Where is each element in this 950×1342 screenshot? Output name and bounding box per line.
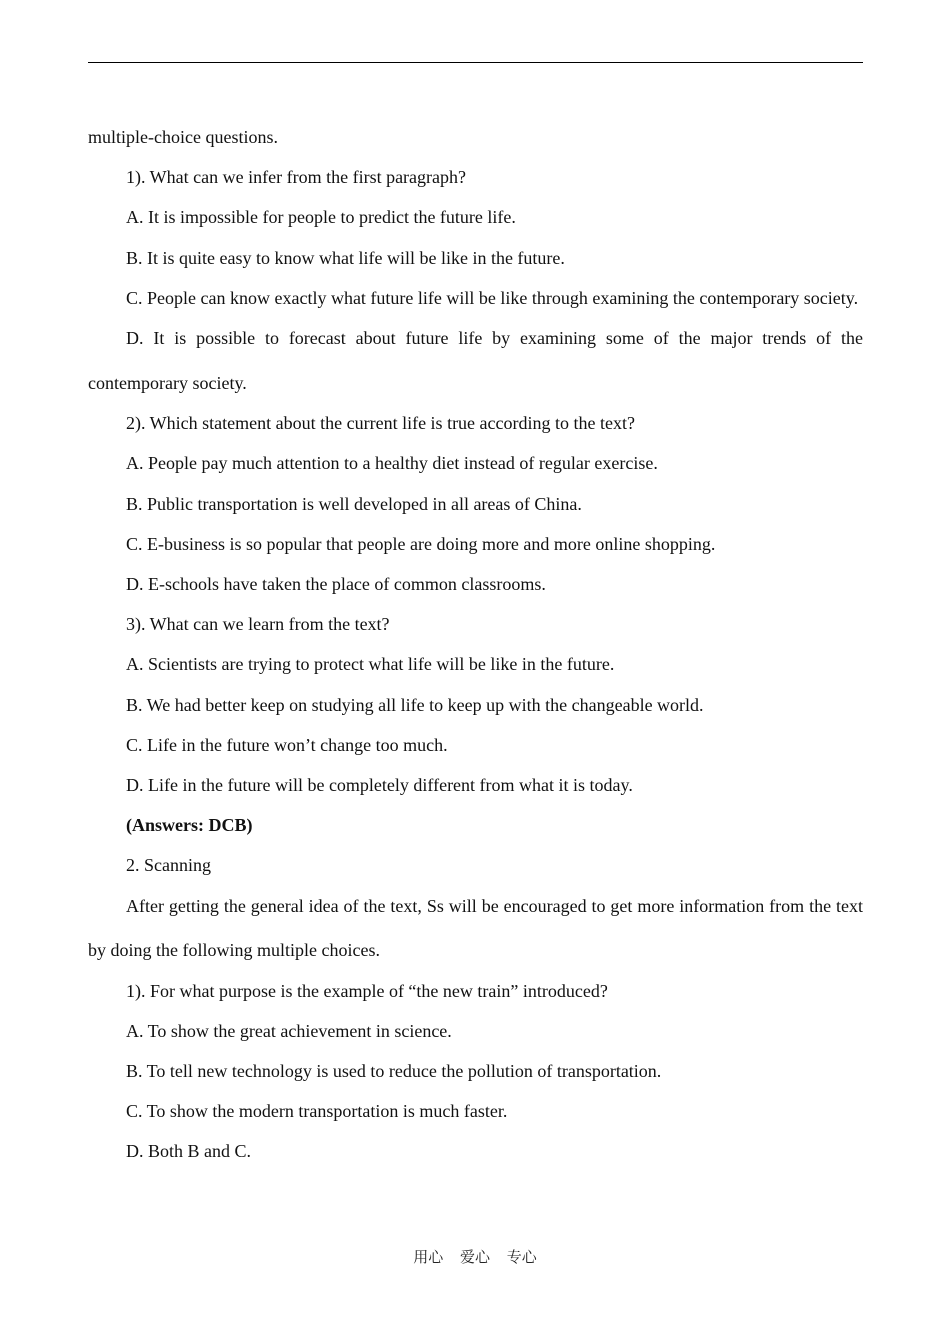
scanning-instructions: After getting the general idea of the text, Ss will be encouraged to get more information from the text by doing the following multiple choices.: [88, 895, 863, 960]
question-2: 2). Which statement about the current life is true according to the text?: [126, 413, 635, 434]
question-1-option-c: C. People can know exactly what future life will be like through examining the contemporary society.: [126, 287, 859, 308]
question-3-option-a: A. Scientists are trying to protect what life will be like in the future.: [126, 654, 615, 675]
scanning-question-1-option-c: C. To show the modern transportation is much faster.: [126, 1101, 508, 1122]
question-2-option-a: A. People pay much attention to a healthy diet instead of regular exercise.: [126, 453, 658, 474]
answers-line: (Answers: DCB): [126, 815, 253, 836]
question-3-option-d: D. Life in the future will be completely different from what it is today.: [126, 774, 633, 795]
question-2-option-d: D. E-schools have taken the place of common classrooms.: [126, 574, 546, 594]
section-heading-scanning: 2. Scanning: [126, 855, 211, 876]
question-1: 1). What can we infer from the first paragraph?: [126, 167, 467, 188]
question-2-option-b: B. Public transportation is well developed in all areas of China.: [126, 493, 582, 514]
paragraph-continuation: multiple-choice questions.: [88, 127, 278, 147]
question-1-option-b: B. It is quite easy to know what life will be like in the future.: [126, 247, 565, 268]
scanning-question-1-option-d: D. Both B and C.: [126, 1141, 252, 1162]
scanning-question-1-option-b: B. To tell new technology is used to reduce the pollution of transportation.: [126, 1060, 662, 1081]
question-2-option-c: C. E-business is so popular that people are doing more and more online shopping.: [126, 533, 716, 554]
question-3-option-c: C. Life in the future won’t change too much.: [126, 734, 448, 755]
page-footer: 用心 爱心 专心: [413, 1248, 537, 1266]
document-body: [88, 124, 863, 1178]
question-1-option-a: A. It is impossible for people to predict the future life.: [126, 207, 516, 228]
question-3: 3). What can we learn from the text?: [126, 614, 390, 635]
header-rule: [88, 62, 863, 63]
question-3-option-b: B. We had better keep on studying all life to keep up with the changeable world.: [126, 694, 704, 715]
scanning-question-1-option-a: A. To show the great achievement in science.: [126, 1020, 452, 1041]
question-1-option-d: D. It is possible to forecast about future life by examining some of the major trends of the contemporary society.: [88, 328, 863, 393]
scanning-question-1: 1). For what purpose is the example of “the new train” introduced?: [126, 980, 608, 1001]
